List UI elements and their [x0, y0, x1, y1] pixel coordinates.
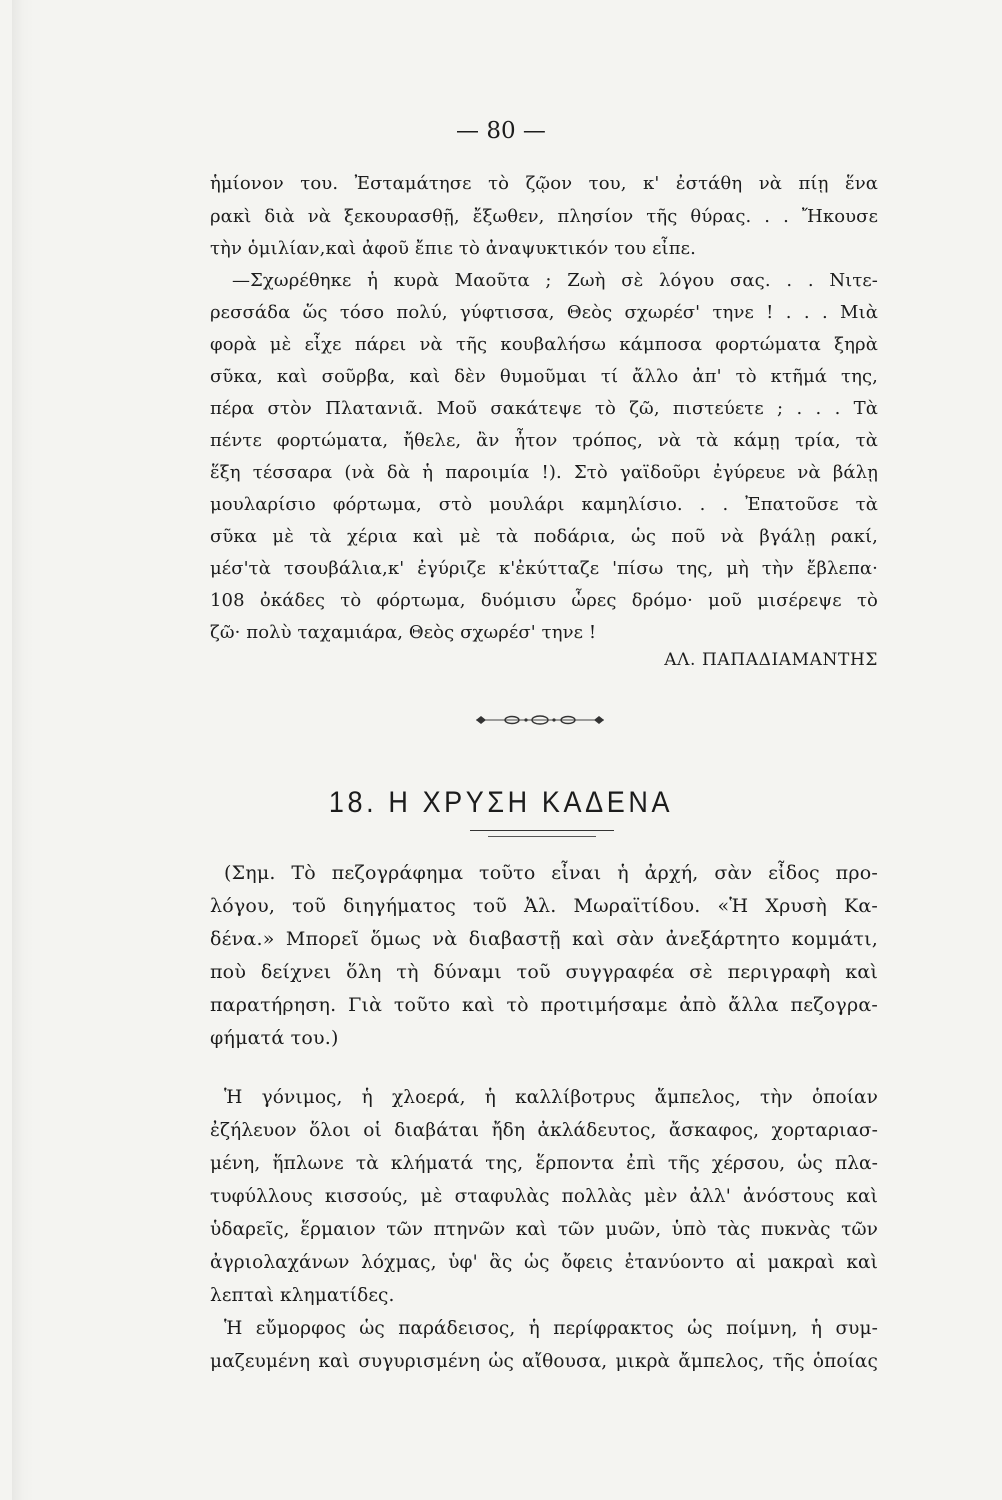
body-line: ὑδαρεῖς, ἕρμαιον τῶν πτηνῶν καὶ τῶν μυῶν, ὑπὸ τὰς πυκνὰς τῶν — [210, 1219, 878, 1240]
body-line: λεπταὶ κληματίδες. — [210, 1285, 395, 1306]
body-line: Ἡ εὔμορφος ὡς παράδεισος, ἡ περίφρακτος ὡς ποίμνη, ἡ συμ- — [224, 1318, 878, 1339]
text-line: πέντε φορτώματα, ἤθελε, ἂν ἦτον τρόπος, νὰ τὰ κάμῃ τρία, τὰ — [210, 430, 878, 451]
chapter-title: 18. Η ΧΡΥΣΗ ΚΑΔΕΝΑ — [328, 786, 674, 819]
text-line: τὴν ὁμιλίαν,καὶ ἀφοῦ ἔπιε τὸ ἀναψυκτικόν του εἶπε. — [210, 238, 696, 259]
text-line: σῦκα, καὶ σοῦρβα, καὶ δὲν θυμοῦμαι τί ἄλλο ἀπ' τὸ κτῆμά της, — [210, 366, 878, 387]
text-line: —Σχωρέθηκε ἡ κυρὰ Μαοῦτα ; Ζωὴ σὲ λόγου σας. . . Νιτε- — [232, 270, 878, 291]
text-line: μουλαρίσιο φόρτωμα, στὸ μουλάρι καμηλίσιο. . . Ἐπατοῦσε τὰ — [210, 494, 878, 515]
note-line: λόγου, τοῦ διηγήματος τοῦ Ἀλ. Μωραϊτίδου. «Ἡ Χρυσὴ Κα- — [210, 895, 878, 917]
body-line: ἀγριολαχάνων λόχμας, ὑφ' ἃς ὡς ὄφεις ἐτανύοντο αἱ μακραὶ καὶ — [210, 1252, 878, 1273]
text-line: πέρα στὸν Πλατανιᾶ. Μοῦ σακάτεψε τὸ ζῶ, πιστεύετε ; . . . Τὰ — [210, 398, 878, 419]
note-line: παρατήρηση. Γιὰ τοῦτο καὶ τὸ προτιμήσαμε ἀπὸ ἄλλα πεζογρα- — [210, 994, 878, 1016]
text-line: σῦκα μὲ τὰ χέρια καὶ μὲ τὰ ποδάρια, ὡς ποῦ νὰ βγάλῃ ρακί, — [210, 526, 878, 547]
text-line: ἡμίονον του. Ἐσταμάτησε τὸ ζῷον του, κ' ἐστάθη νὰ πίῃ ἕνα — [210, 173, 878, 194]
page-edge-shadow — [12, 0, 34, 1500]
body-line: τυφύλλους κισσούς, μὲ σταφυλὰς πολλὰς μὲν ἀλλ' ἀνόστους καὶ — [210, 1186, 878, 1207]
page-number: — 80 — — [456, 118, 546, 144]
note-line: δένα.» Μπορεῖ ὅμως νὰ διαβαστῇ καὶ σὰν ἀνεξάρτητο κομμάτι, — [210, 928, 878, 950]
text-line: φορὰ μὲ εἶχε πάρει νὰ τῆς κουβαλήσω κάμποσα φορτώματα ξηρὰ — [210, 334, 878, 355]
text-line: μέσ'τὰ τσουβάλια,κ' ἐγύριζε κ'ἐκύτταζε 'πίσω της, μὴ τὴν ἔβλεπα· — [210, 558, 878, 579]
text-line: ζῶ· πολὺ ταχαμιάρα, Θεὸς σχωρέσ' τηνε ! — [210, 622, 597, 643]
body-line: μένη, ἥπλωνε τὰ κλήματά της, ἕρποντα ἐπὶ τῆς χέρσου, ὡς πλα- — [210, 1153, 878, 1174]
text-line: ρακὶ διὰ νὰ ξεκουρασθῇ, ἔξωθεν, πλησίον τῆς θύρας. . . Ἤκουσε — [210, 206, 878, 227]
title-rule — [488, 836, 596, 837]
text-line: ρεσσάδα ὥς τόσο πολύ, γύφτισσα, Θεὸς σχωρέσ' τηνε ! . . . Μιὰ — [210, 302, 878, 323]
note-line: ποὺ δείχνει ὅλη τὴ δύναμι τοῦ συγγραφέα σὲ περιγραφὴ καὶ — [210, 961, 878, 983]
text-line: ἕξη τέσσαρα (νὰ δὰ ἡ παροιμία !). Στὸ γαϊδοῦρι ἐγύρευε νὰ βάλῃ — [210, 462, 878, 483]
ornament-divider — [470, 708, 610, 732]
note-line: (Σημ. Τὸ πεζογράφημα τοῦτο εἶναι ἡ ἀρχή, σὰν εἶδος προ- — [224, 862, 878, 884]
note-line: φήματά του.) — [210, 1027, 339, 1049]
author-signature: ΑΛ. ΠΑΠΑΔΙΑΜΑΝΤΗΣ — [664, 650, 878, 670]
body-line: Ἡ γόνιμος, ἡ χλοερά, ἡ καλλίβοτρυς ἄμπελος, τὴν ὁποίαν — [224, 1087, 878, 1108]
body-line: ἐζήλευον ὅλοι οἱ διαβάται ἤδη ἀκλάδευτος, ἄσκαφος, χορταριασ- — [210, 1120, 878, 1141]
text-line: 108 ὀκάδες τὸ φόρτωμα, δυόμισυ ὧρες δρόμο· μοῦ μισέρεψε τὸ — [210, 590, 878, 611]
body-line: μαζευμένη καὶ συγυρισμένη ὡς αἴθουσα, μικρὰ ἄμπελος, τῆς ὁποίας — [210, 1351, 878, 1372]
title-rule — [470, 830, 614, 831]
